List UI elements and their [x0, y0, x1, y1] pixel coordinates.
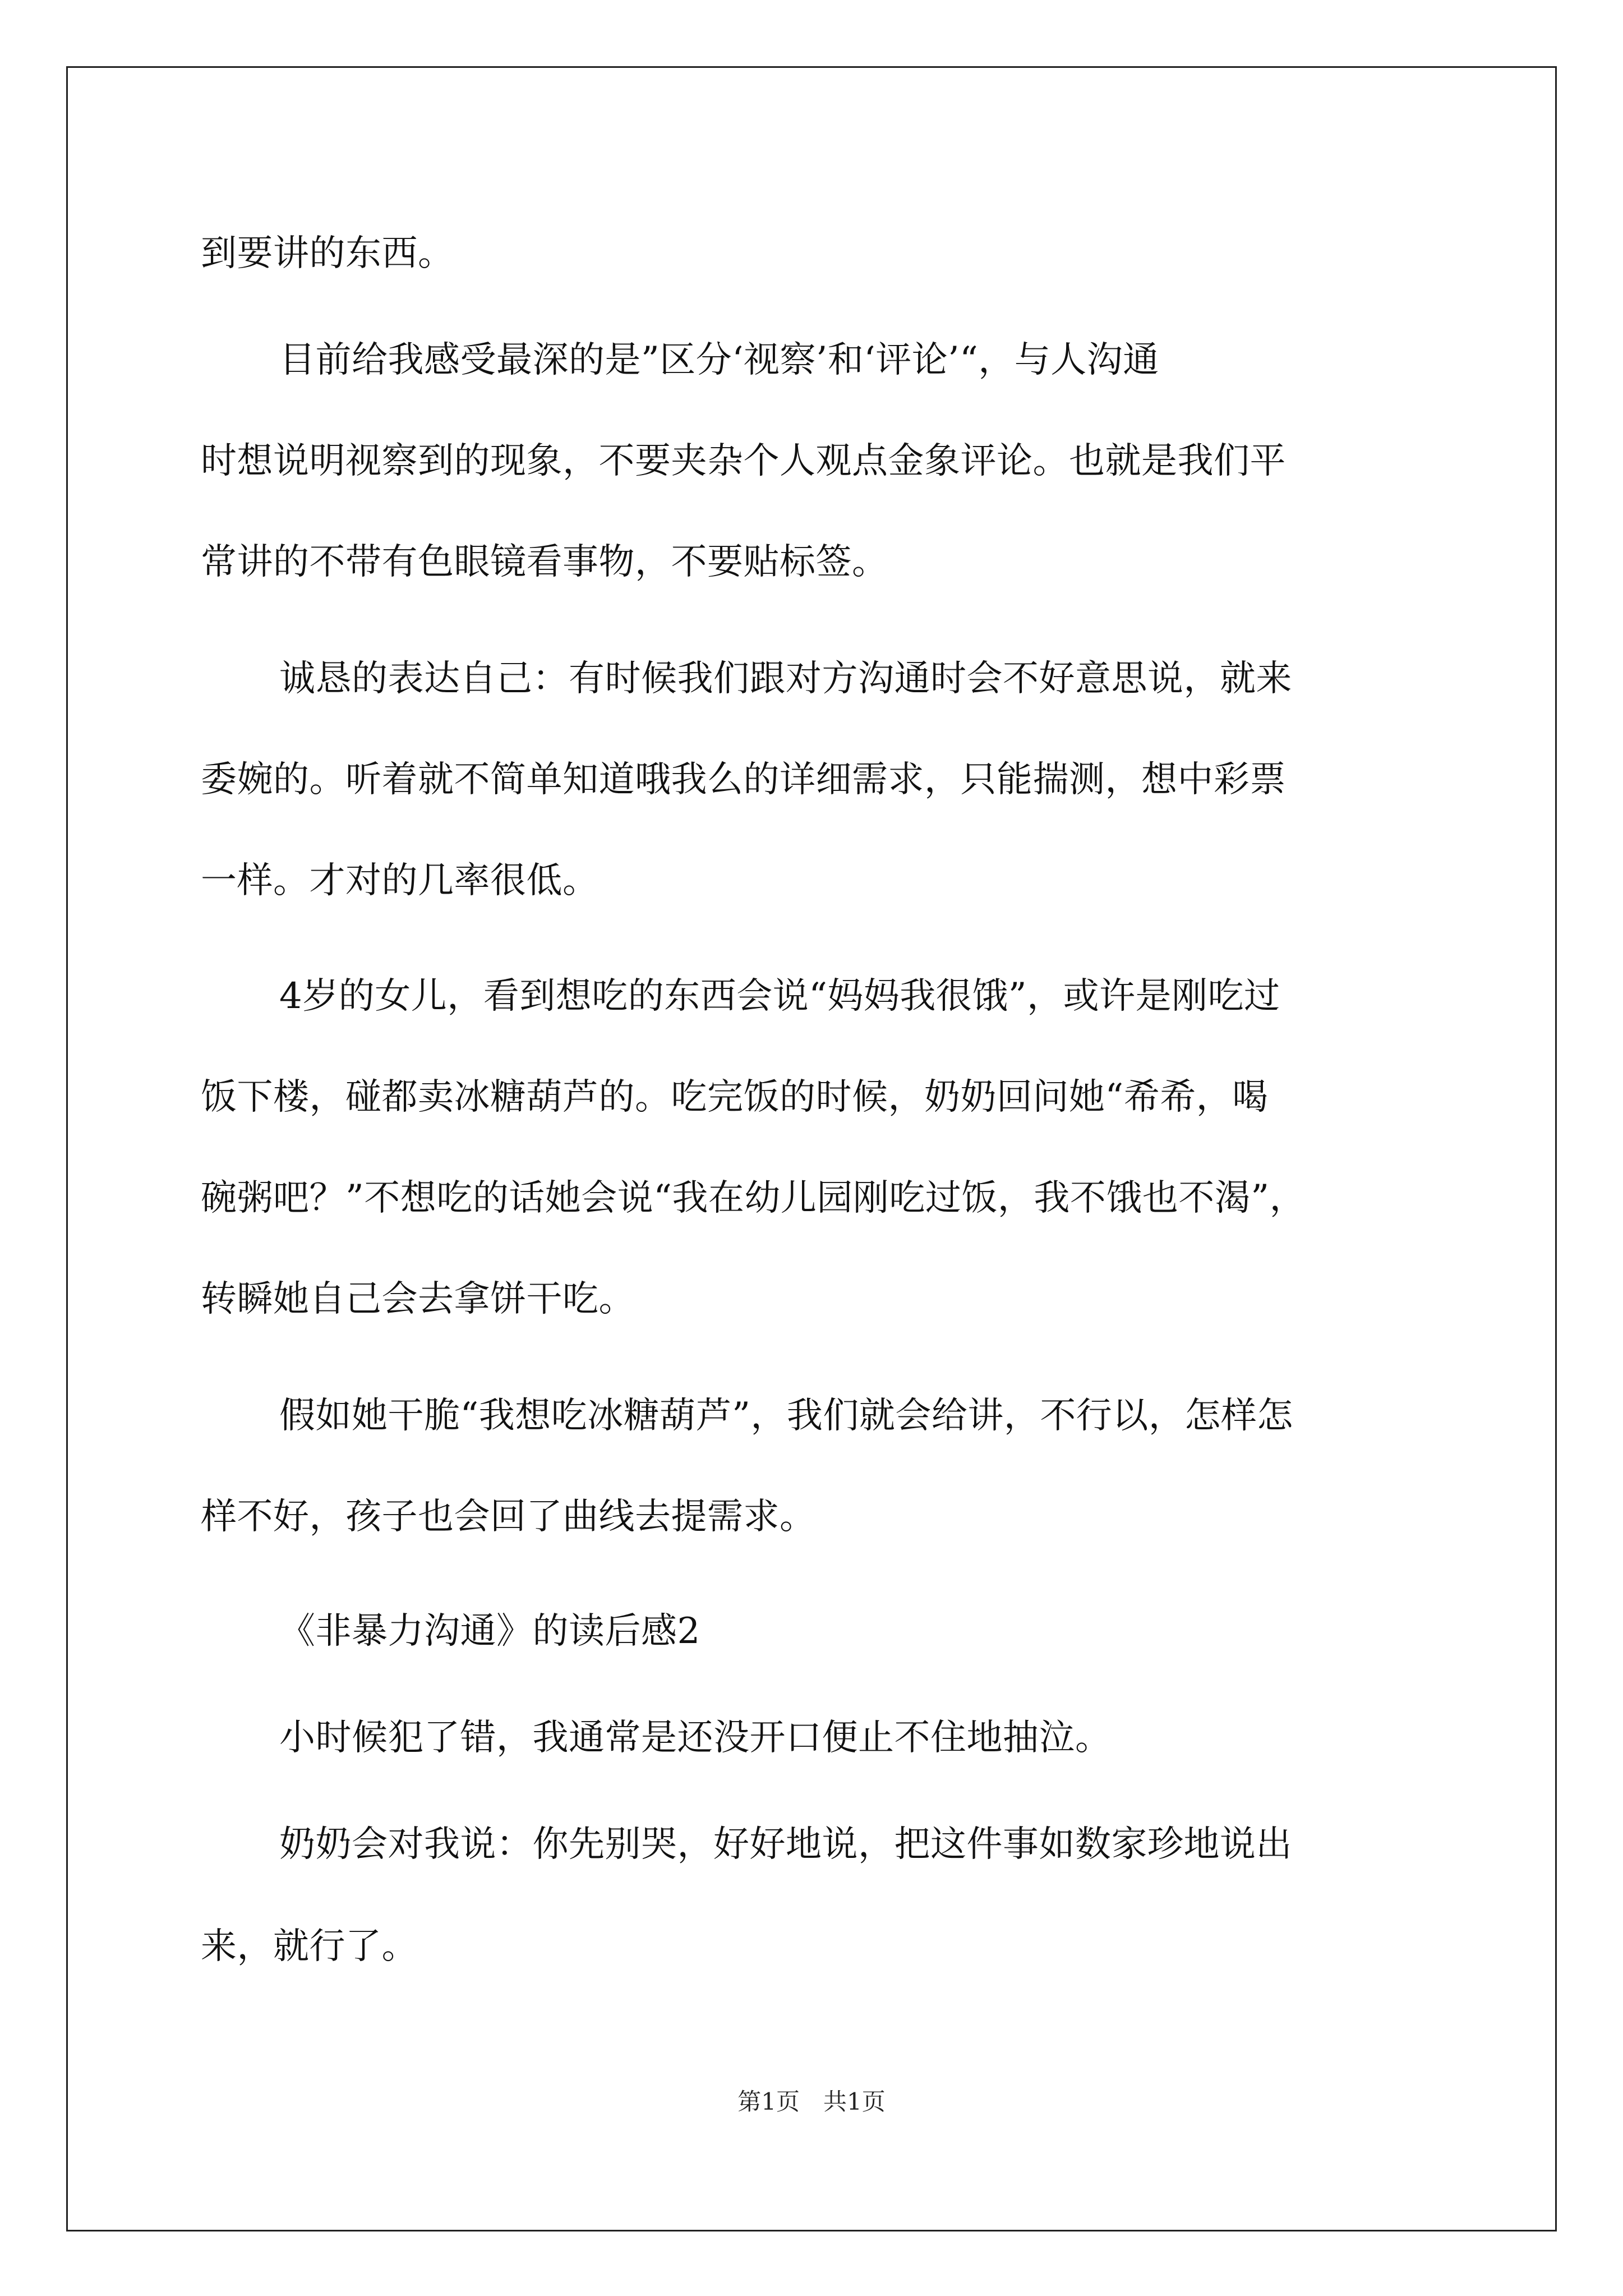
text-line-6: 委婉的。听着就不简单知道哦我么的详细需求，只能揣测，想中彩票 — [201, 759, 1286, 800]
text-line-7: 一样。才对的几率很低。 — [201, 860, 599, 901]
text-line-1: 到要讲的东西。 — [201, 233, 454, 274]
text-line-4: 常讲的不带有色眼镜看事物，不要贴标签。 — [201, 541, 888, 583]
text-line-5: 诚恳的表达自己：有时候我们跟对方沟通时会不好意思说，就来 — [279, 658, 1292, 700]
text-line-11: 转瞬她自己会去拿饼干吃。 — [201, 1278, 635, 1320]
text-line-2: 目前给我感受最深的是”区分‘视察’和‘评论’“，与人沟通 — [279, 339, 1159, 381]
text-line-12: 假如她干脆“我想吃冰糖葫芦”，我们就会给讲，不行以，怎样怎 — [279, 1395, 1293, 1437]
text-line-3: 时想说明视察到的现象，不要夹杂个人观点金象评论。也就是我们平 — [201, 440, 1286, 482]
section-heading: 《非暴力沟通》的读后感2 — [279, 1611, 700, 1652]
text-line-15: 小时候犯了错，我通常是还没开口便止不住地抽泣。 — [279, 1717, 1112, 1759]
text-line-13: 样不好，孩子也会回了曲线去提需求。 — [201, 1496, 816, 1538]
text-line-8: 4岁的女儿，看到想吃的东西会说“妈妈我很饿”，或许是刚吃过 — [279, 976, 1280, 1017]
text-line-9: 饭下楼，碰都卖冰糖葫芦的。吃完饭的时候，奶奶回问她“希希，喝 — [201, 1076, 1269, 1118]
text-line-10: 碗粥吧？”不想吃的话她会说“我在幼儿园刚吃过饭，我不饿也不渴”， — [201, 1177, 1306, 1219]
page-number: 第1页 共1页 — [737, 2088, 886, 2115]
text-line-17: 来，就行了。 — [201, 1926, 418, 1967]
page-border — [66, 66, 1557, 2231]
text-line-16: 奶奶会对我说：你先别哭，好好地说，把这件事如数家珍地说出 — [279, 1824, 1292, 1865]
